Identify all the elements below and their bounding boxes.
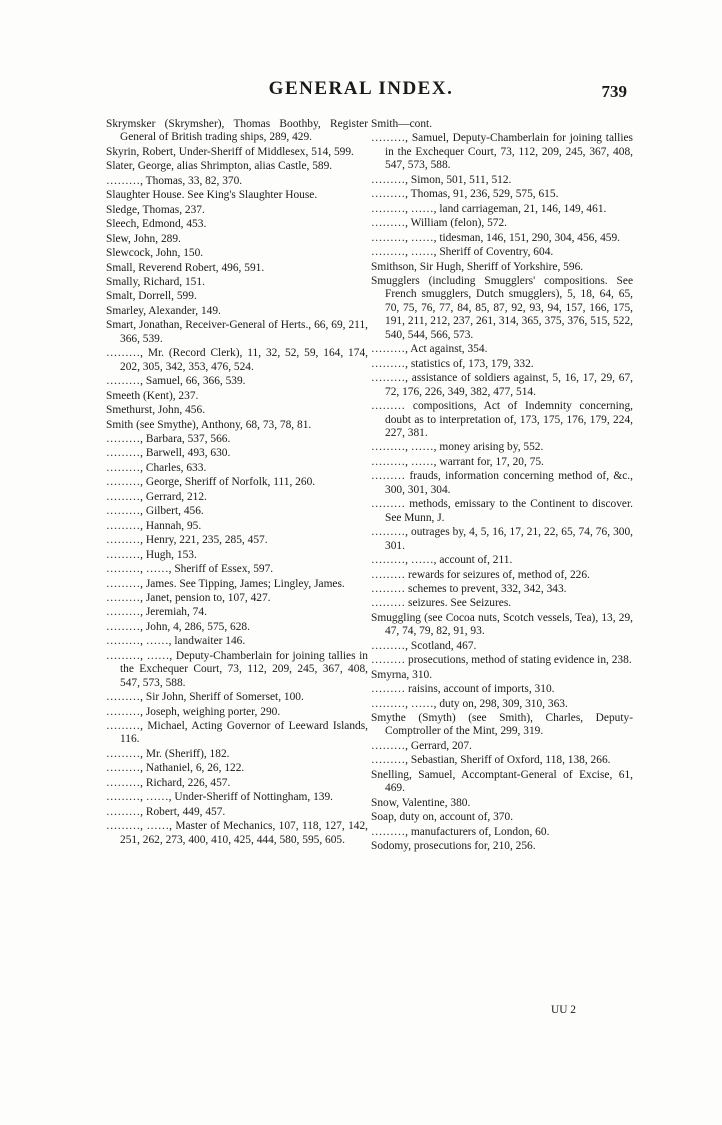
index-entry: ……… frauds, information concerning method of, &c., 300, 301, 304. <box>371 470 633 496</box>
index-entry: ………, Gerrard, 212. <box>106 490 207 503</box>
index-entry: Smithson, Sir Hugh, Sheriff of Yorkshire, 596. <box>371 260 584 273</box>
index-entry: ………, Thomas, 33, 82, 370. <box>106 174 243 187</box>
index-entry: Smugglers (including Smugglers' compositions. See French smugglers, Dutch smugglers), 5, 18, 64, 65, 70, 75, 76, 77, 84, 85, 87, 92, 93, 94, 157, 166, 175, 191, 211, 212, 237, 261, 314, 365, 375, 376, 515, 522, 540, 544, 566, 573. <box>371 274 633 341</box>
index-entry: ……… raisins, account of imports, 310. <box>371 683 555 696</box>
index-entry: ………, Barwell, 493, 630. <box>106 447 231 460</box>
index-entry: ……… rewards for seizures of, method of, 226. <box>371 568 590 581</box>
index-entry: Smarley, Alexander, 149. <box>106 304 221 317</box>
index-entry: Slater, George, alias Shrimpton, alias Castle, 589. <box>106 160 333 173</box>
index-entry: Small, Reverend Robert, 496, 591. <box>106 261 265 274</box>
index-entry: Smethurst, John, 456. <box>106 404 206 417</box>
index-entry: ………, Mr. (Record Clerk), 11, 32, 52, 59, 164, 174, 202, 305, 342, 353, 476, 524. <box>106 347 368 373</box>
index-entry: ………, Gilbert, 456. <box>106 505 204 518</box>
index-entry: ………, ……, landwaiter 146. <box>106 635 246 648</box>
index-entry: Sleech, Edmond, 453. <box>106 218 207 231</box>
index-entry: ……… seizures. See Seizures. <box>371 597 512 610</box>
index-entry: ………, ……, Master of Mechanics, 107, 118, 127, 142, 251, 262, 273, 400, 410, 425, 444, 580, 595, 605. <box>106 820 368 846</box>
index-column-left <box>106 118 368 848</box>
index-entry: ………, Sebastian, Sheriff of Oxford, 118, 138, 266. <box>371 754 611 767</box>
index-entry: ………, Hannah, 95. <box>106 519 202 532</box>
index-entry: Smyrna, 310. <box>371 668 433 681</box>
index-entry: Smally, Richard, 151. <box>106 275 205 288</box>
index-entry: ………, William (felon), 572. <box>371 217 507 230</box>
index-entry: ………, James. See Tipping, James; Lingley, James. <box>106 577 345 590</box>
index-entry: ………, Hugh, 153. <box>106 548 197 561</box>
index-entry: ………, ……, duty on, 298, 309, 310, 363. <box>371 697 568 710</box>
index-entry: ……… methods, emissary to the Continent to discover. See Munn, J. <box>371 498 633 524</box>
index-entry: ………, Thomas, 91, 236, 529, 575, 615. <box>371 188 559 201</box>
index-entry: ……… compositions, Act of Indemnity concerning, doubt as to interpretation of, 173, 175, 176, 179, 224, 227, 381. <box>371 400 633 439</box>
index-entry: ………, Robert, 449, 457. <box>106 805 226 818</box>
index-entry: ………, ……, Under-Sheriff of Nottingham, 139. <box>106 791 334 804</box>
index-entry: ………, ……, account of, 211. <box>371 554 513 567</box>
index-entry: Skrymsker (Skrymsher), Thomas Boothby, Register General of British trading ships, 289, 429. <box>106 118 368 144</box>
index-entry: ………, statistics of, 173, 179, 332. <box>371 357 534 370</box>
index-entry: ………, Samuel, 66, 366, 539. <box>106 375 246 388</box>
index-entry: ………, Samuel, Deputy-Chamberlain for joining tallies in the Exchequer Court, 73, 112, 209, 245, 367, 408, 547, 573, 588. <box>371 132 633 172</box>
signature-mark: UU 2 <box>551 1004 576 1016</box>
index-entry: ………, Richard, 226, 457. <box>106 776 231 789</box>
index-entry: Smith—cont. <box>371 118 433 130</box>
index-entry: Smart, Jonathan, Receiver-General of Herts., 66, 69, 211, 366, 539. <box>106 319 368 345</box>
index-entry: ………, Scotland, 467. <box>371 639 477 652</box>
index-entry: Smith (see Smythe), Anthony, 68, 73, 78, 81. <box>106 418 312 431</box>
page-number: 739 <box>601 82 627 101</box>
index-entry: ………, ……, land carriageman, 21, 146, 149, 461. <box>371 202 607 215</box>
index-entry: ………, Barbara, 537, 566. <box>106 432 231 445</box>
page-header <box>0 78 722 104</box>
index-entry: ………, ……, money arising by, 552. <box>371 441 544 454</box>
index-entry: ………, George, Sheriff of Norfolk, 111, 260. <box>106 476 316 489</box>
index-entry: Skyrin, Robert, Under-Sheriff of Middlesex, 514, 599. <box>106 145 354 158</box>
index-entry: Snow, Valentine, 380. <box>371 796 471 809</box>
index-entry: ………, ……, tidesman, 146, 151, 290, 304, 456, 459. <box>371 231 621 244</box>
index-entry: ………, ……, Sheriff of Coventry, 604. <box>371 246 554 259</box>
index-entry: Soap, duty on, account of, 370. <box>371 811 514 824</box>
index-entry: Smythe (Smyth) (see Smith), Charles, Deputy-Comptroller of the Mint, 299, 319. <box>371 712 633 738</box>
index-entry: ………, John, 4, 286, 575, 628. <box>106 620 250 633</box>
index-entry: ………, Gerrard, 207. <box>371 739 472 752</box>
index-entry: ……… prosecutions, method of stating evidence in, 238. <box>371 654 632 667</box>
index-entry: Slewcock, John, 150. <box>106 247 204 260</box>
index-entry: Smalt, Dorrell, 599. <box>106 290 197 303</box>
index-entry: ………, Act against, 354. <box>371 343 488 356</box>
index-entry: ………, ……, warrant for, 17, 20, 75. <box>371 455 544 468</box>
index-entry: ………, Janet, pension to, 107, 427. <box>106 591 271 604</box>
index-entry: ……… schemes to prevent, 332, 342, 343. <box>371 582 567 595</box>
index-entry: ………, assistance of soldiers against, 5, 16, 17, 29, 67, 72, 176, 226, 349, 382, 477, 514. <box>371 372 633 398</box>
index-entry: ………, Joseph, weighing porter, 290. <box>106 705 281 718</box>
index-entry: ………, Henry, 221, 235, 285, 457. <box>106 534 268 547</box>
index-entry: ………, ……, Deputy-Chamberlain for joining tallies in the Exchequer Court, 73, 112, 209, 245, 367, 408, 547, 573, 588. <box>106 649 368 689</box>
index-entry: Smuggling (see Cocoa nuts, Scotch vessels, Tea), 13, 29, 47, 74, 79, 82, 91, 93. <box>371 611 633 638</box>
index-entry: ………, Michael, Acting Governor of Leeward Islands, 116. <box>106 720 368 746</box>
index-entry: ………, outrages by, 4, 5, 16, 17, 21, 22, 65, 74, 76, 300, 301. <box>371 526 633 552</box>
index-entry: Smeeth (Kent), 237. <box>106 389 199 402</box>
index-entry: ………, Sir John, Sheriff of Somerset, 100. <box>106 691 304 704</box>
index-entry: ………, ……, Sheriff of Essex, 597. <box>106 563 274 576</box>
index-entry: ………, Mr. (Sheriff), 182. <box>106 747 230 760</box>
index-entry: ………, Nathaniel, 6, 26, 122. <box>106 762 245 775</box>
index-column-right <box>371 118 633 855</box>
index-entry: Snelling, Samuel, Accomptant-General of Excise, 61, 469. <box>371 768 633 795</box>
index-entry: ………, Simon, 501, 511, 512. <box>371 173 512 186</box>
index-entry: Sledge, Thomas, 237. <box>106 203 205 216</box>
index-entry: ………, manufacturers of, London, 60. <box>371 825 550 838</box>
index-entry: ………, Jeremiah, 74. <box>106 606 207 619</box>
running-title: GENERAL INDEX. <box>268 78 454 99</box>
index-entry: Sodomy, prosecutions for, 210, 256. <box>371 840 536 853</box>
index-entry: ………, Charles, 633. <box>106 461 207 474</box>
index-entry: Slew, John, 289. <box>106 232 181 245</box>
index-entry: Slaughter House. See King's Slaughter House. <box>106 189 318 202</box>
